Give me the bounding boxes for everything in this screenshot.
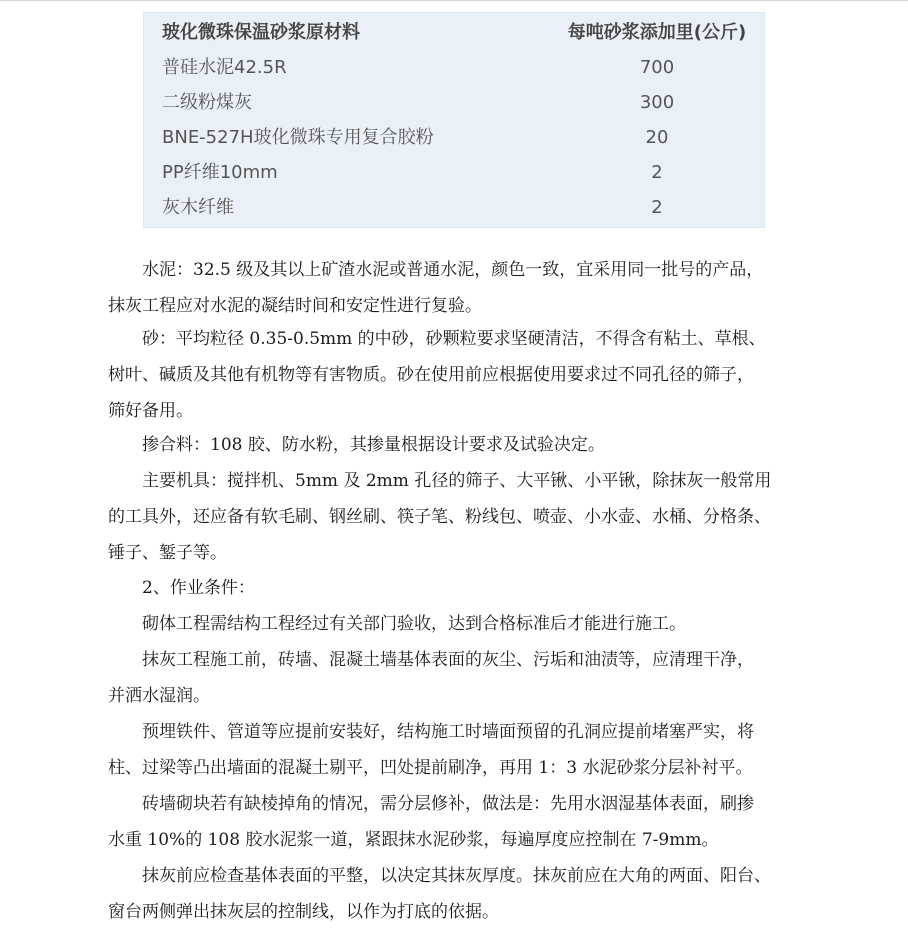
table-cell-material: BNE-527H玻化微珠专用复合胶粉 xyxy=(162,127,434,148)
text-line: 锤子、錾子等。 xyxy=(108,543,227,563)
paragraph-embedded-parts xyxy=(108,714,808,786)
table-row xyxy=(144,190,764,225)
text-line: 主要机具：搅拌机、5mm 及 2mm 孔径的筛子、大平锹、小平锹，除抹灰一般常用 xyxy=(108,471,772,491)
text-line: 砂：平均粒径 0.35-0.5mm 的中砂，砂颗粒要求坚硬清洁，不得含有粘土、草根、 xyxy=(108,329,766,349)
table-row xyxy=(144,85,764,120)
text-line: 的工具外，还应备有软毛刷、钢丝刷、筷子笔、粉线包、喷壶、小水壶、水桶、分格条、 xyxy=(108,507,771,527)
paragraph-repair xyxy=(108,786,808,858)
text-line: 抹灰工程应对水泥的凝结时间和安定性进行复验。 xyxy=(108,296,482,316)
text-line: 树叶、碱质及其他有机物等有害物质。砂在使用前应根据使用要求过不同孔径的筛子， xyxy=(108,365,754,385)
paragraph-cement xyxy=(108,252,808,324)
paragraph-acceptance xyxy=(108,606,808,642)
text-line: 筛好备用。 xyxy=(108,401,193,421)
table-cell-amount: 700 xyxy=(639,57,675,78)
table-row xyxy=(144,120,764,155)
text-line: 水重 10%的 108 胶水泥浆一道，紧跟抹水泥砂浆，每遍厚度应控制在 7-9mm。 xyxy=(108,830,719,850)
text-line: 柱、过梁等凸出墙面的混凝土剔平，凹处提前刷净，再用 1：3 水泥砂浆分层补衬平。 xyxy=(108,758,753,778)
table-cell-material: 普硅水泥42.5R xyxy=(162,57,287,78)
table-header-row xyxy=(144,15,764,50)
table-cell-material: PP纤维10mm xyxy=(162,162,278,183)
paragraph-sand xyxy=(108,321,808,429)
table-header-amount: 每吨砂浆添加里(公斤) xyxy=(567,22,747,43)
text-line: 2、作业条件： xyxy=(108,578,255,598)
text-line: 预埋铁件、管道等应提前安装好，结构施工时墙面预留的孔洞应提前堵塞严实，将 xyxy=(108,722,754,742)
section-heading-conditions xyxy=(108,570,808,606)
text-line: 抹灰工程施工前，砖墙、混凝土墙基体表面的灰尘、污垢和油渍等，应清理干净， xyxy=(108,650,754,670)
paragraph-admixture xyxy=(108,427,808,463)
table-cell-amount: 20 xyxy=(645,127,669,148)
table-row xyxy=(144,50,764,85)
text-line: 窗台两侧弹出抹灰层的控制线，以作为打底的依据。 xyxy=(108,902,499,922)
materials-table xyxy=(143,12,765,228)
table-cell-amount: 2 xyxy=(651,162,663,183)
table-cell-material: 灰木纤维 xyxy=(162,197,234,218)
table-cell-material: 二级粉煤灰 xyxy=(162,92,252,113)
text-line: 砖墙砌块若有缺棱掉角的情况，需分层修补，做法是：先用水洇湿基体表面，刷掺 xyxy=(108,794,754,814)
table-row xyxy=(144,155,764,190)
paragraph-cleaning xyxy=(108,642,808,714)
text-line: 砌体工程需结构工程经过有关部门验收，达到合格标准后才能进行施工。 xyxy=(108,614,686,634)
table-cell-amount: 300 xyxy=(639,92,675,113)
paragraph-flatness-check xyxy=(108,858,808,930)
table-header-material: 玻化微珠保温砂浆原材料 xyxy=(162,22,360,43)
text-line: 掺合料：108 胶、防水粉，其掺量根据设计要求及试验决定。 xyxy=(108,435,605,455)
text-line: 水泥：32.5 级及其以上矿渣水泥或普通水泥，颜色一致，宜采用同一批号的产品， xyxy=(108,260,764,280)
table-cell-amount: 2 xyxy=(651,197,663,218)
paragraph-tools xyxy=(108,463,808,571)
text-line: 并洒水湿润。 xyxy=(108,686,210,706)
page-top-rule xyxy=(0,0,908,1)
text-line: 抹灰前应检查基体表面的平整，以决定其抹灰厚度。抹灰前应在大角的两面、阳台、 xyxy=(108,866,771,886)
